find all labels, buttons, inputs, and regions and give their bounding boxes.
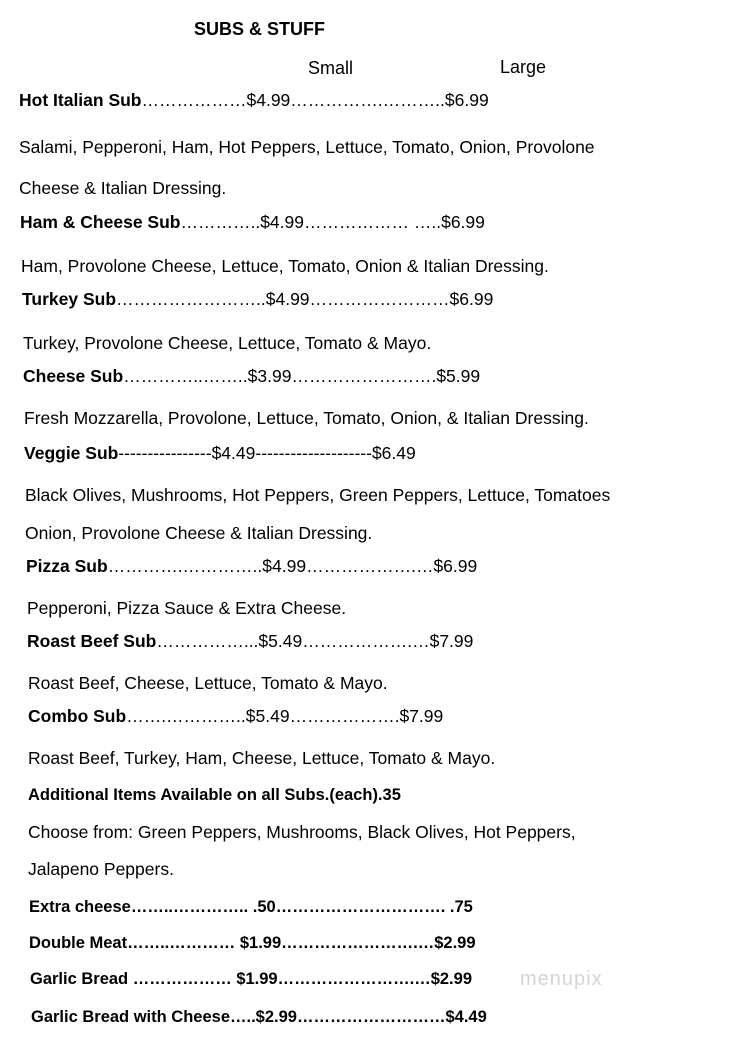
header-large: Large — [500, 57, 547, 77]
price-large: $6.99 — [433, 556, 478, 576]
price-small: $5.49 — [245, 706, 290, 726]
extra-name: Double Meat — [29, 934, 128, 952]
additional-choose-text: Jalapeno Peppers. — [28, 859, 174, 879]
price-small: $4.99 — [262, 556, 307, 576]
leader-dots: …………………………. — [275, 898, 450, 916]
price-large: $7.99 — [429, 631, 474, 651]
leader-dots: ……………... — [156, 631, 259, 651]
price-small: $4.49 — [211, 443, 256, 463]
price-small: $2.99 — [255, 1008, 297, 1026]
extra-name: Extra cheese — [29, 898, 131, 916]
price-large: $5.99 — [436, 366, 481, 386]
menu-item-hot-italian-sub — [19, 90, 489, 111]
leader-dots: ………………. — [289, 706, 400, 726]
price-small: $4.99 — [260, 212, 304, 232]
menu-item-roast-beef-sub — [27, 631, 473, 652]
item-description: Onion, Provolone Cheese & Italian Dressing. — [25, 523, 373, 543]
menu-item-ham-cheese-sub — [20, 212, 485, 233]
leader-dots: …………..…….. — [123, 366, 248, 386]
price-large: $2.99 — [430, 970, 472, 988]
leader-dots: ……..………….. — [130, 898, 253, 916]
item-description: Roast Beef, Cheese, Lettuce, Tomato & Mayo. — [28, 673, 388, 693]
item-description: Fresh Mozzarella, Provolone, Lettuce, Tomato, Onion, & Italian Dressing. — [24, 408, 589, 428]
leader-dots: ……………….… — [302, 631, 430, 651]
price-small: $5.49 — [258, 631, 303, 651]
extra-name: Garlic Bread — [30, 970, 129, 988]
price-large: $2.99 — [434, 934, 476, 952]
item-name: Pizza Sub — [26, 556, 108, 576]
item-name: Ham & Cheese Sub — [20, 212, 181, 232]
item-description: Ham, Provolone Cheese, Lettuce, Tomato, Onion & Italian Dressing. — [21, 256, 549, 276]
leader-dashes: -------------------- — [255, 443, 372, 463]
item-description: Black Olives, Mushrooms, Hot Peppers, Green Peppers, Lettuce, Tomatoes — [25, 485, 611, 505]
additional-items-heading: Additional Items Available on all Subs.(each).35 — [28, 786, 401, 804]
extra-item-garlic-bread — [30, 970, 472, 989]
header-small: Small — [308, 58, 354, 78]
additional-choose-text: Choose from: Green Peppers, Mushrooms, Black Olives, Hot Peppers, — [28, 822, 576, 842]
leader-dots: …………………….. — [116, 289, 266, 309]
item-name: Combo Sub — [28, 706, 127, 726]
leader-dots: ……………… ….. — [304, 212, 442, 232]
price-small: $4.99 — [246, 90, 291, 110]
leader-dots: …………………… — [309, 289, 450, 309]
leader-dots: ……………… — [128, 970, 237, 988]
menu-item-combo-sub — [28, 706, 443, 727]
leader-dots: …………………….… — [281, 934, 435, 952]
item-description: Turkey, Provolone Cheese, Lettuce, Tomato & Mayo. — [23, 333, 432, 353]
leader-dots: ………….. — [180, 212, 261, 232]
price-large: $6.99 — [441, 212, 485, 232]
price-large: $4.49 — [445, 1008, 487, 1026]
item-description: Salami, Pepperoni, Ham, Hot Peppers, Lettuce, Tomato, Onion, Provolone — [19, 137, 595, 157]
price-large: .75 — [449, 898, 473, 916]
price-large: $7.99 — [399, 706, 444, 726]
extra-name: Garlic Bread with Cheese — [31, 1008, 230, 1026]
leader-dots: …………….……….. — [290, 90, 445, 110]
menu-item-pizza-sub — [26, 556, 477, 577]
price-large: $6.99 — [444, 90, 489, 110]
extra-item-extra-cheese — [29, 898, 473, 917]
menu-item-veggie-sub — [24, 443, 416, 464]
leader-dots: ……..………… — [127, 934, 240, 952]
price-small: .50 — [252, 898, 276, 916]
price-small: $4.99 — [265, 289, 310, 309]
price-large: $6.49 — [371, 443, 416, 463]
price-large: $6.99 — [449, 289, 494, 309]
watermark: menupix — [520, 968, 603, 990]
item-name: Turkey Sub — [22, 289, 117, 309]
item-description: Pepperoni, Pizza Sauce & Extra Cheese. — [27, 598, 347, 618]
leader-dots: ……………………. — [291, 366, 437, 386]
item-name: Veggie Sub — [24, 443, 119, 463]
extra-item-garlic-bread-cheese — [31, 1008, 487, 1027]
leader-dots: ……………… — [141, 90, 247, 110]
menu-item-cheese-sub — [23, 366, 480, 387]
menu-item-turkey-sub — [22, 289, 493, 310]
item-description: Roast Beef, Turkey, Ham, Cheese, Lettuce, Tomato & Mayo. — [28, 748, 496, 768]
leader-dots: …………………….… — [277, 970, 431, 988]
price-small: $3.99 — [247, 366, 292, 386]
item-description: Cheese & Italian Dressing. — [19, 178, 227, 198]
extra-item-double-meat — [29, 934, 476, 953]
item-name: Hot Italian Sub — [19, 90, 142, 110]
leader-dots: ……………….… — [306, 556, 434, 576]
leader-dots: …….………….. — [126, 706, 246, 726]
item-name: Cheese Sub — [23, 366, 124, 386]
leader-dots: ……………………… — [296, 1008, 446, 1026]
menu-title: SUBS & STUFF — [194, 19, 326, 39]
leader-dots: ………….………….. — [107, 556, 263, 576]
price-small: $1.99 — [236, 970, 278, 988]
leader-dots: ….. — [230, 1008, 256, 1026]
leader-dashes: ---------------- — [118, 443, 212, 463]
item-name: Roast Beef Sub — [27, 631, 157, 651]
price-small: $1.99 — [239, 934, 282, 952]
